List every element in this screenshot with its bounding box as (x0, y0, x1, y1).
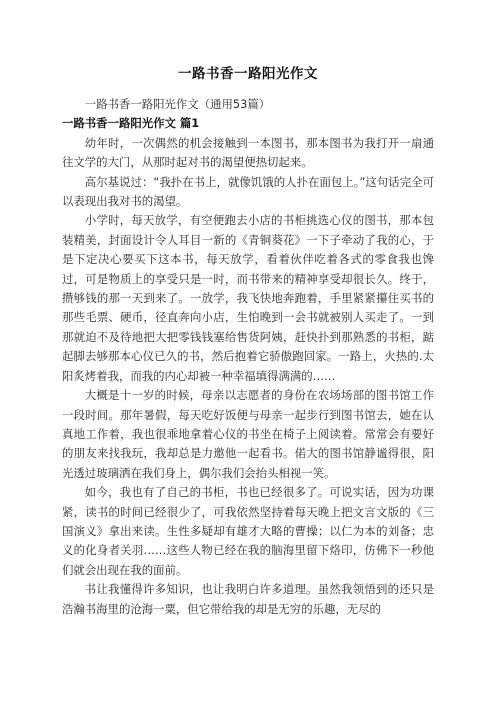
paragraph: 如今，我也有了自己的书柜，书也已经很多了。可说实话，因为功课紧，读书的时间已经很少了，可我依然坚持着每天晚上把文言文版的《三国演义》拿出来读。生性多疑却有雄才大略的曹操；以仁为本的刘备；忠义的化身者关羽……这些人物已经在我的脑海里留下烙印，仿佛下一秒他们就会出现在我的面前。 (62, 485, 434, 577)
paragraph: 书让我懂得许多知识，也让我明白许多道理。虽然我领悟到的还只是浩瀚书海里的沧海一粟，但它带给我的却是无穷的乐趣，无尽的 (62, 582, 434, 616)
paragraph: 小学时，每天放学，有空便跑去小店的书柜挑选心仪的图书，那本包装精美，封面设计令人耳目一新的《青铜葵花》一下子牵动了我的心，于是下定决心要买下这本书，每天放学，看着伙伴吃着各式的零食我也馋过，可是物质上的享受只是一时，而书带来的精神享受却很长久。终于，攒够钱的那一天到来了。一放学，我飞快地奔跑着，手里紧紧攥住买书的那些毛票、硬币，径直奔向小店，生怕晚到一会书就被别人买走了。一到那就迫不及待地把大把零钱钱塞给售货阿姨，赶快扑到那熟悉的书柜，踮起脚去够那本心仪已久的书，然后抱着它骄傲跑回家。一路上，火热的.太阳炙烤着我，而我的内心却被一种幸福填得满满的…… (62, 213, 434, 383)
section-heading: 一路书香一路阳光作文 篇1 (62, 116, 200, 131)
paragraph: 幼年时，一次偶然的机会接触到一本图书，那本图书为我打开一扇通往文学的大门，从那时起对书的渴望便热切起来。 (62, 135, 434, 170)
paragraph: 大概是十一岁的时候，母亲以志愿者的身份在农场场部的图书馆工作一段时间。那年暑假，每天吃好饭便与母亲一起步行到图书馆去，她在认真地工作着，我也很乖地拿着心仪的书坐在椅子上阅读着。常常会有要好的朋友来找我玩，我却总是力邀他一起看书。偌大的图书馆静谧得很，阳光透过玻璃洒在我们身上，偶尔我们会抬头相视一笑。 (62, 388, 434, 480)
paragraph: 高尔基说过：“我扑在书上，就像饥饿的人扑在面包上。”这句话完全可以表现出我对书的渴望。 (62, 174, 434, 209)
document-subtitle: 一路书香一路阳光作文（通用53篇） (84, 97, 271, 111)
document-title: 一路书香一路阳光作文 (178, 66, 318, 82)
document-body (62, 95, 434, 619)
